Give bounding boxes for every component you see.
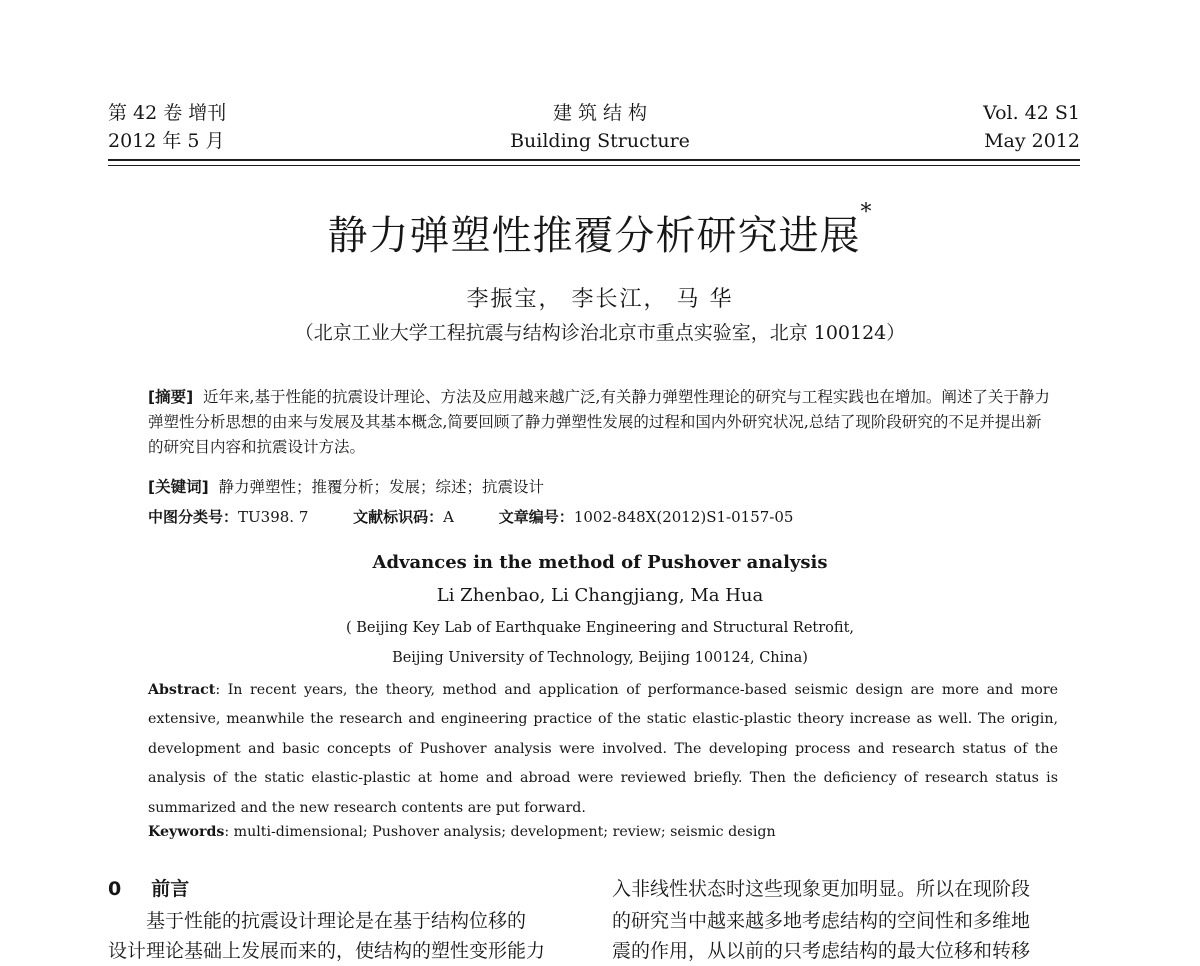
section-heading bbox=[108, 874, 189, 904]
english-title: Advances in the method of Pushover analysis bbox=[372, 552, 828, 573]
body-right-line-2: 的研究当中越来越多地考虑结构的空间性和多维地 bbox=[612, 910, 1031, 932]
section-number: 0 bbox=[108, 878, 122, 900]
article-no-value: 1002-848X(2012)S1-0157-05 bbox=[573, 508, 794, 526]
english-keywords-text: : multi-dimensional; Pushover analysis; development; review; seismic design bbox=[224, 824, 776, 840]
english-abstract-text: : In recent years, the theory, method and application of performance-based seismic design are more and more extensive, meanwhile the research and engineering practice of the static elastic-plastic theory increase as well. The origin, development and basic concepts of Pushover analysis were involved. The developing process and research status of the analysis of the static elastic-plastic at home and abroad were reviewed briefly. Then the deficiency of research status is summarized and the new research contents are put forward. bbox=[148, 682, 1058, 816]
journal-name-cn: 建 筑 结 构 bbox=[552, 102, 648, 124]
keywords-cn-label: [关键词] bbox=[148, 478, 209, 496]
clc-label: 中图分类号： bbox=[148, 508, 239, 526]
body-left-line-2: 设计理论基础上发展而来的，使结构的塑性变形能力 bbox=[108, 940, 546, 962]
keywords-cn-text: 静力弹塑性；推覆分析；发展；综述；抗震设计 bbox=[218, 478, 545, 496]
english-keywords-label: Keywords bbox=[148, 824, 225, 840]
journal-volume-cn: 第 42 卷 增刊 bbox=[108, 102, 227, 124]
authors-cn: 李振宝， 李长江， 马 华 bbox=[466, 287, 734, 312]
body-left-line-1: 基于性能的抗震设计理论是在基于结构位移的 bbox=[146, 910, 527, 932]
english-abstract bbox=[148, 676, 1058, 823]
english-keywords bbox=[148, 824, 776, 840]
section-title: 前言 bbox=[151, 878, 190, 900]
journal-date-en: May 2012 bbox=[984, 130, 1080, 152]
header-rule-thick bbox=[108, 159, 1080, 161]
keywords-cn bbox=[148, 475, 1054, 500]
classification-row bbox=[148, 506, 833, 527]
abstract-cn bbox=[148, 385, 1054, 460]
journal-volume-en: Vol. 42 S1 bbox=[983, 102, 1080, 124]
abstract-cn-label: [摘要] bbox=[148, 388, 194, 406]
header-rule-thin bbox=[108, 165, 1080, 166]
abstract-cn-text: 近年来,基于性能的抗震设计理论、方法及应用越来越广泛,有关静力弹塑性理论的研究与工程实践也在增加。阐述了关于静力弹塑性分析思想的由来与发展及其基本概念,简要回顾了静力弹塑性发展的过程和国内外研究状况,总结了现阶段研究的不足并提出新的研究目内容和抗震设计方法。 bbox=[148, 388, 1050, 456]
english-affiliation-line1: ( Beijing Key Lab of Earthquake Engineering and Structural Retrofit, bbox=[345, 620, 855, 636]
body-right-line-1: 入非线性状态时这些现象更加明显。所以在现阶段 bbox=[612, 878, 1031, 900]
journal-name-en: Building Structure bbox=[510, 130, 690, 152]
affiliation-cn: （北京工业大学工程抗震与结构诊治北京市重点实验室，北京 100124） bbox=[294, 322, 906, 344]
doc-code-label: 文献标识码： bbox=[353, 508, 444, 526]
article-no-label: 文章编号： bbox=[498, 508, 574, 526]
page-title bbox=[0, 200, 1200, 261]
page-title-text: 静力弹塑性推覆分析研究进展 bbox=[327, 213, 861, 259]
journal-date-cn: 2012 年 5 月 bbox=[108, 130, 225, 152]
english-abstract-label: Abstract bbox=[148, 682, 216, 698]
body-right-line-3: 震的作用，从以前的只考虑结构的最大位移和转移 bbox=[612, 940, 1031, 962]
title-footnote-mark: * bbox=[860, 200, 873, 225]
doc-code-value: A bbox=[443, 508, 455, 526]
english-affiliation-line2: Beijing University of Technology, Beijing 100124, China) bbox=[392, 650, 808, 666]
english-authors: Li Zhenbao, Li Changjiang, Ma Hua bbox=[436, 585, 764, 606]
clc-value: TU398. 7 bbox=[238, 508, 309, 526]
